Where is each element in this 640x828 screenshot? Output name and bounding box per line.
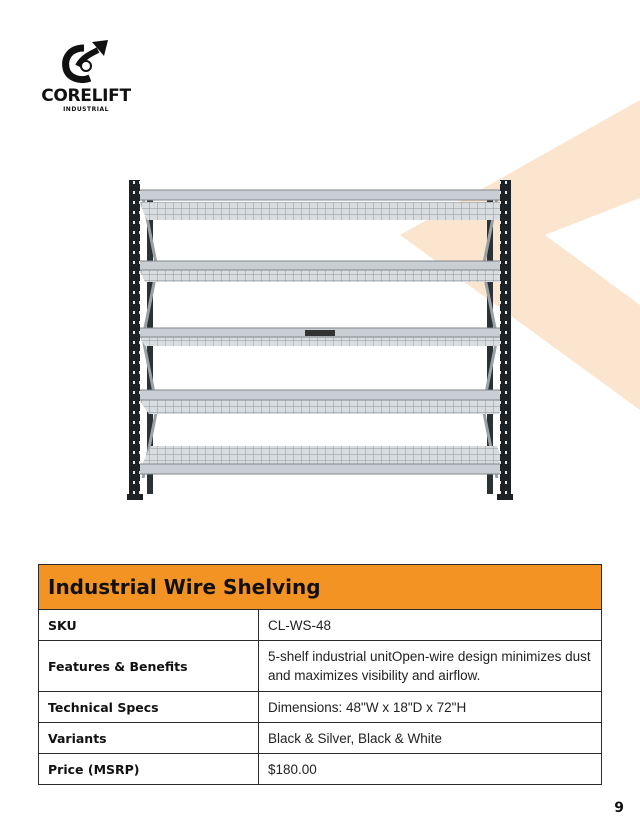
shelf-decks <box>135 190 509 474</box>
spec-label: Technical Specs <box>39 692 259 723</box>
spec-value: CL-WS-48 <box>259 610 602 641</box>
brand-tagline: INDUSTRIAL <box>63 106 109 113</box>
spec-value: Dimensions: 48"W x 18"D x 72"H <box>259 692 602 723</box>
spec-label: Price (MSRP) <box>39 754 259 785</box>
brand-logo <box>36 36 146 116</box>
spec-label: SKU <box>39 610 259 641</box>
table-row <box>39 610 602 641</box>
spec-label: Features & Benefits <box>39 641 259 692</box>
wire-shelving-image <box>125 178 515 504</box>
product-spec-table <box>38 564 602 785</box>
product-title: Industrial Wire Shelving <box>39 565 602 610</box>
spec-value: $180.00 <box>259 754 602 785</box>
page-number: 9 <box>614 800 624 816</box>
brand-name: CORELIFT <box>41 86 131 106</box>
spec-value: 5-shelf industrial unitOpen-wire design minimizes dust and maximizes visibility and airflow. <box>259 641 602 692</box>
table-row <box>39 692 602 723</box>
table-row <box>39 723 602 754</box>
table-row <box>39 641 602 692</box>
spec-label: Variants <box>39 723 259 754</box>
spec-value: Black & Silver, Black & White <box>259 723 602 754</box>
arrow-up-right-circle-icon <box>56 36 116 86</box>
table-row <box>39 754 602 785</box>
